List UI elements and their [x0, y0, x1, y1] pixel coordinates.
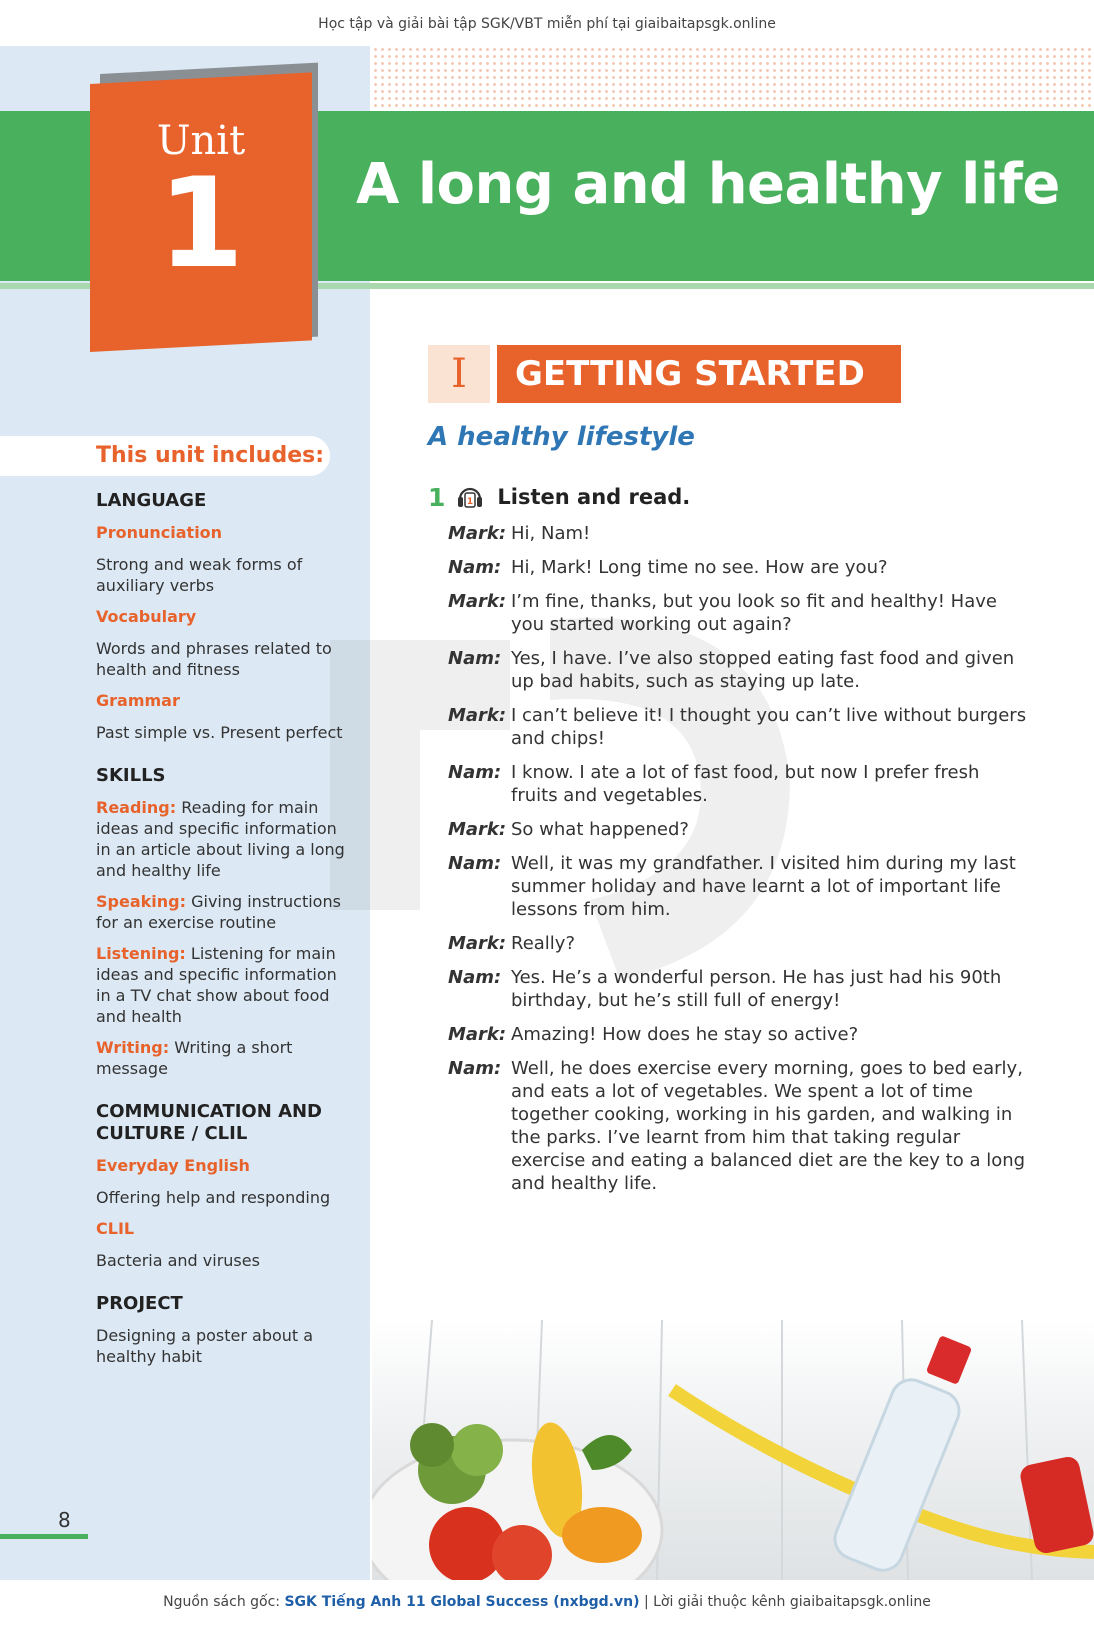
speaker: Nam:	[448, 648, 502, 669]
speaker: Mark:	[448, 933, 507, 954]
dialogue-line	[448, 647, 1028, 693]
speech: Well, it was my grandfather. I visited him during my last summer holiday and have learnt a lot of important life lessons from him.	[511, 853, 1016, 920]
dialogue-line	[448, 1023, 1028, 1046]
speaker: Nam:	[448, 967, 502, 988]
speaker: Nam:	[448, 557, 502, 578]
speaker: Mark:	[448, 523, 507, 544]
footer-prefix: Nguồn sách gốc:	[163, 1594, 281, 1610]
speech: Really?	[511, 933, 576, 954]
speech: Well, he does exercise every morning, goes to bed early, and eats a lot of vegetables. We spent a lot of time together cooking, working in his garden, and walking in the parks. I’ve learnt from him that taking regular exercise and eating a balanced diet are the key to a long and healthy life.	[511, 1058, 1026, 1194]
speech: I know. I ate a lot of fast food, but now I prefer fresh fruits and vegetables.	[511, 762, 980, 806]
footer-source-link[interactable]: SGK Tiếng Anh 11 Global Success (nxbgd.vn)	[284, 1594, 640, 1610]
unit-label: Unit	[156, 118, 246, 164]
skill-speaking	[96, 891, 356, 933]
listening-label: Listening:	[96, 944, 186, 963]
dialogue-line	[448, 966, 1028, 1012]
speech: I can’t believe it! I thought you can’t live without burgers and chips!	[511, 705, 1027, 749]
lesson-subtitle: A healthy lifestyle	[428, 422, 695, 452]
dialogue-line	[448, 590, 1028, 636]
speaking-label: Speaking:	[96, 892, 186, 911]
unit-number: 1	[157, 152, 245, 296]
dialogue-line	[448, 556, 1028, 579]
unit-title: A long and healthy life	[356, 152, 1060, 217]
speech: So what happened?	[511, 819, 689, 840]
dialogue-line	[448, 932, 1028, 955]
dialogue-line	[448, 522, 1028, 545]
vocabulary-label: Vocabulary	[96, 607, 197, 626]
footer-banner	[0, 1582, 1094, 1626]
section-title: GETTING STARTED	[497, 345, 901, 403]
includes-title: This unit includes:	[96, 443, 325, 468]
skill-listening	[96, 943, 356, 1027]
page-number-underline	[0, 1534, 88, 1539]
audio-track-icon[interactable]	[455, 482, 485, 512]
everyday-english-text: Offering help and responding	[96, 1188, 331, 1207]
speaker: Mark:	[448, 1024, 507, 1045]
task-number: 1	[428, 482, 446, 512]
skill-reading	[96, 797, 356, 881]
project-heading: PROJECT	[96, 1293, 183, 1314]
dialogue	[448, 522, 1028, 1206]
dialogue-line	[448, 1057, 1028, 1195]
project-text: Designing a poster about a healthy habit	[96, 1326, 314, 1366]
dialogue-line	[448, 761, 1028, 807]
reading-label: Reading:	[96, 798, 177, 817]
speech: Amazing! How does he stay so active?	[511, 1024, 859, 1045]
speech: Yes. He’s a wonderful person. He has just had his 90th birthday, but he’s still full of energy!	[511, 967, 1002, 1011]
pronunciation-text: Strong and weak forms of auxiliary verbs	[96, 555, 303, 595]
vocabulary-text: Words and phrases related to health and fitness	[96, 639, 332, 679]
header-banner: Học tập và giải bài tập SGK/VBT miễn phí tại giaibaitapsgk.online	[318, 16, 776, 32]
communication-heading: COMMUNICATION AND CULTURE / CLIL	[96, 1101, 323, 1144]
clil-text: Bacteria and viruses	[96, 1251, 260, 1270]
everyday-english-label: Everyday English	[96, 1156, 250, 1175]
dot-pattern	[372, 46, 1094, 110]
grammar-text: Past simple vs. Present perfect	[96, 723, 343, 742]
speech: Hi, Nam!	[511, 523, 591, 544]
writing-label: Writing:	[96, 1038, 170, 1057]
speech: I’m fine, thanks, but you look so fit and healthy! Have you started working out again?	[511, 591, 997, 635]
audio-track-number: 1	[467, 497, 474, 507]
clil-label: CLIL	[96, 1219, 135, 1238]
speech: Yes, I have. I’ve also stopped eating fast food and given up bad habits, such as staying up late.	[511, 648, 1015, 692]
pronunciation-label: Pronunciation	[96, 523, 223, 542]
language-heading: LANGUAGE	[96, 490, 207, 511]
speaker: Nam:	[448, 762, 502, 783]
footer-suffix: | Lời giải thuộc kênh giaibaitapsgk.online	[643, 1594, 931, 1610]
dialogue-line	[448, 704, 1028, 750]
listening-text: Listening for main ideas and specific information in a TV chat show about food and health	[96, 944, 337, 1026]
speaker: Nam:	[448, 1058, 502, 1079]
task-instruction: Listen and read.	[497, 485, 691, 509]
skill-writing	[96, 1037, 356, 1079]
speaker: Mark:	[448, 705, 507, 726]
speaker: Nam:	[448, 853, 502, 874]
section-numeral: I	[428, 345, 490, 403]
writing-text: Writing a short message	[96, 1038, 293, 1078]
reading-text: Reading for main ideas and specific information in an article about living a long and healthy life	[96, 798, 345, 880]
speaker: Mark:	[448, 591, 507, 612]
unit-contents	[96, 490, 356, 1377]
page-number: 8	[58, 1508, 71, 1532]
task-1	[428, 482, 690, 512]
skills-heading: SKILLS	[96, 765, 166, 786]
speaker: Mark:	[448, 819, 507, 840]
healthy-food-illustration	[372, 1320, 1094, 1580]
dialogue-line	[448, 852, 1028, 921]
dialogue-line	[448, 818, 1028, 841]
speaking-text: Giving instructions for an exercise routine	[96, 892, 341, 932]
grammar-label: Grammar	[96, 691, 180, 710]
speech: Hi, Mark! Long time no see. How are you?	[511, 557, 888, 578]
